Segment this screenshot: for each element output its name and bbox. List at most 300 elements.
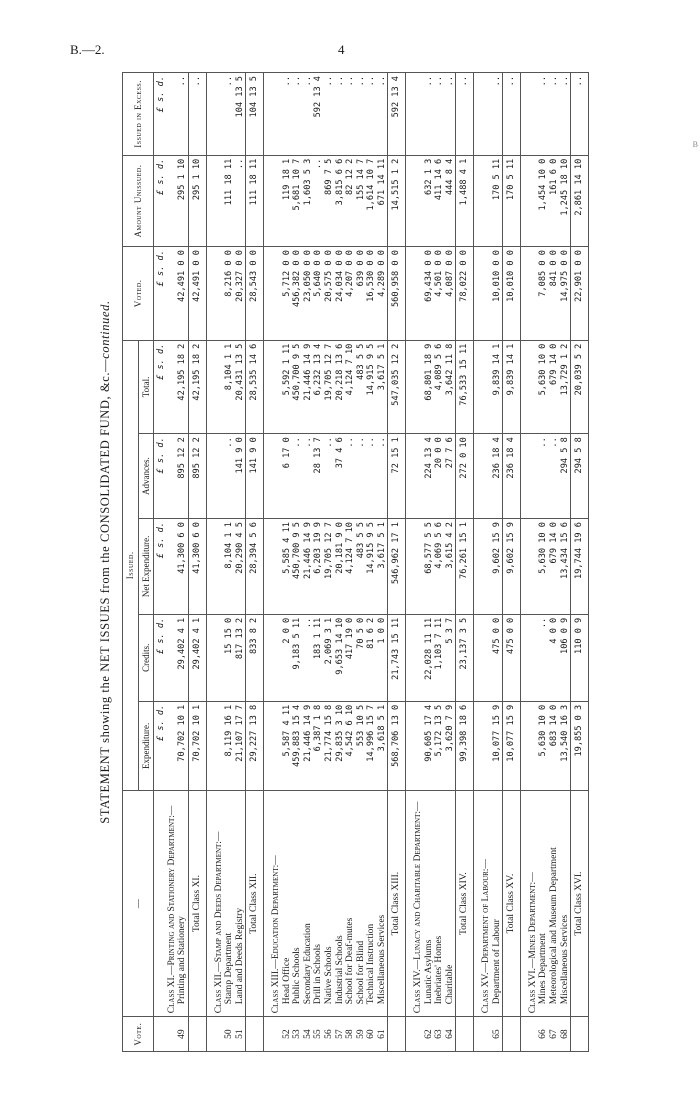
item-label: Meteorological and Museum Department bbox=[549, 790, 560, 1016]
amount-cell bbox=[413, 247, 424, 341]
amount-cell: 8,104 1 1 bbox=[224, 519, 235, 615]
spacer-cell bbox=[406, 790, 414, 1016]
amount-cell: .. bbox=[377, 73, 388, 156]
amount-cell: 161 6 0 bbox=[549, 155, 560, 246]
amount-cell: .. bbox=[282, 73, 293, 156]
table-row bbox=[177, 73, 188, 1052]
amount-cell: 9,653 14 10 bbox=[335, 614, 346, 701]
amount-cell: 1,603 5 3 bbox=[303, 155, 314, 246]
amount-cell: 21,774 15 8 bbox=[324, 701, 335, 790]
amount-cell: 23,050 0 0 bbox=[303, 247, 314, 341]
amount-cell: 41,300 6 0 bbox=[188, 519, 206, 615]
spacer-cell bbox=[206, 1017, 214, 1052]
spacer-cell bbox=[520, 247, 528, 341]
vote-number bbox=[503, 1017, 521, 1052]
units-cell: £ s. d. bbox=[154, 701, 167, 790]
spacer-cell bbox=[406, 340, 414, 434]
amount-cell: 81 6 2 bbox=[366, 614, 377, 701]
spacer-row bbox=[474, 73, 482, 1052]
amount-cell: 3,642 11 8 bbox=[445, 340, 456, 434]
spacer-cell bbox=[206, 247, 214, 341]
class-heading: Class XI.—Printing and Stationery Department:— bbox=[167, 790, 178, 1016]
amount-cell: 833 8 2 bbox=[246, 614, 264, 701]
amount-cell: 22,901 0 0 bbox=[571, 247, 589, 341]
amount-cell: 72 15 1 bbox=[388, 434, 406, 519]
units-row bbox=[154, 73, 167, 1052]
col-advances: Advances. bbox=[138, 434, 154, 519]
total-row bbox=[503, 73, 521, 1052]
amount-cell: 68,801 18 9 bbox=[424, 340, 435, 434]
units-cell: £ s. d. bbox=[154, 614, 167, 701]
amount-cell: 22,028 11 11 bbox=[424, 614, 435, 701]
spacer-cell bbox=[474, 434, 482, 519]
item-label: Drill in Schools bbox=[313, 790, 324, 1016]
amount-cell: .. bbox=[356, 434, 367, 519]
amount-cell: 29,402 4 1 bbox=[188, 614, 206, 701]
vote-number: 62 bbox=[424, 1017, 435, 1052]
units-cell: £ s. d. bbox=[154, 155, 167, 246]
amount-cell: 170 5 11 bbox=[503, 155, 521, 246]
rotated-statement bbox=[98, 72, 658, 1052]
vote-number: 55 bbox=[313, 1017, 324, 1052]
vote-number: 56 bbox=[324, 1017, 335, 1052]
amount-cell: 14,515 1 2 bbox=[388, 155, 406, 246]
amount-cell: 450,700 9 5 bbox=[292, 340, 303, 434]
amount-cell: 69,434 0 0 bbox=[424, 247, 435, 341]
amount-cell: 5 3 7 bbox=[445, 614, 456, 701]
amount-cell: 28,535 14 6 bbox=[246, 340, 264, 434]
spacer-cell bbox=[474, 614, 482, 701]
amount-cell: 417 19 0 bbox=[345, 614, 356, 701]
amount-cell: 6 17 0 bbox=[282, 434, 293, 519]
amount-cell: .. bbox=[345, 73, 356, 156]
vote-number bbox=[413, 1017, 424, 1052]
amount-cell: 10,010 0 0 bbox=[492, 247, 503, 341]
col-vote: Vote. bbox=[123, 1017, 154, 1052]
amount-cell: .. bbox=[324, 434, 335, 519]
amount-cell: 24,034 0 0 bbox=[335, 247, 346, 341]
amount-cell: 23,137 3 5 bbox=[456, 614, 474, 701]
vote-number: 60 bbox=[366, 1017, 377, 1052]
amount-cell: .. bbox=[303, 614, 314, 701]
class-heading: Class XII.—Stamp and Deeds Department:— bbox=[214, 790, 225, 1016]
item-label: Land and Deeds Registry bbox=[235, 790, 246, 1016]
amount-cell bbox=[481, 155, 492, 246]
amount-cell bbox=[167, 247, 178, 341]
total-label: Total Class XVI. bbox=[571, 790, 589, 1016]
amount-cell: 5,630 10 0 bbox=[538, 519, 549, 615]
amount-cell: .. bbox=[292, 73, 303, 156]
amount-cell: .. bbox=[424, 73, 435, 156]
spacer-cell bbox=[263, 614, 271, 701]
amount-cell: 9,839 14 1 bbox=[492, 340, 503, 434]
amount-cell: .. bbox=[549, 73, 560, 156]
amount-cell: 3,615 4 2 bbox=[445, 519, 456, 615]
spacer-cell bbox=[406, 434, 414, 519]
amount-cell: 10,077 15 9 bbox=[503, 701, 521, 790]
table-row bbox=[345, 73, 356, 1052]
amount-cell bbox=[214, 519, 225, 615]
amount-cell: 20,181 9 0 bbox=[335, 519, 346, 615]
spacer-cell bbox=[206, 73, 214, 156]
vote-number: 51 bbox=[235, 1017, 246, 1052]
amount-cell: 4,207 0 0 bbox=[345, 247, 356, 341]
amount-cell: 141 9 0 bbox=[246, 434, 264, 519]
amount-cell bbox=[214, 155, 225, 246]
table-row bbox=[366, 73, 377, 1052]
amount-cell bbox=[167, 701, 178, 790]
units-cell: £ s. d. bbox=[154, 519, 167, 615]
class-heading-row bbox=[528, 73, 539, 1052]
amount-cell: 19,705 12 7 bbox=[324, 519, 335, 615]
amount-cell: 104 13 5 bbox=[246, 73, 264, 156]
amount-cell: 20,039 5 2 bbox=[571, 340, 589, 434]
class-heading-row bbox=[481, 73, 492, 1052]
spacer-cell bbox=[520, 73, 528, 156]
amount-cell: 110 0 9 bbox=[571, 614, 589, 701]
amount-cell: 475 0 0 bbox=[503, 614, 521, 701]
amount-cell bbox=[271, 155, 282, 246]
item-label: School for Blind bbox=[356, 790, 367, 1016]
item-label: Lunatic Asylums bbox=[424, 790, 435, 1016]
amount-cell bbox=[528, 614, 539, 701]
table-row bbox=[282, 73, 293, 1052]
amount-cell: 19,855 0 3 bbox=[571, 701, 589, 790]
header-row bbox=[123, 73, 139, 1052]
vote-number bbox=[167, 1017, 178, 1052]
amount-cell: 20,431 13 5 bbox=[235, 340, 246, 434]
amount-cell: 5,587 4 11 bbox=[282, 701, 293, 790]
amount-cell: 1,454 10 0 bbox=[538, 155, 549, 246]
edge-mark: B bbox=[692, 140, 698, 149]
table-row bbox=[377, 73, 388, 1052]
vote-number: 58 bbox=[345, 1017, 356, 1052]
amount-cell bbox=[528, 340, 539, 434]
amount-cell bbox=[271, 701, 282, 790]
amount-cell: 4,542 6 10 bbox=[345, 701, 356, 790]
amount-cell: .. bbox=[538, 73, 549, 156]
amount-cell: 3,620 7 9 bbox=[445, 701, 456, 790]
spacer-cell bbox=[263, 701, 271, 790]
amount-cell: 560,958 0 0 bbox=[388, 247, 406, 341]
vote-number bbox=[528, 1017, 539, 1052]
total-label: Total Class XIII. bbox=[388, 790, 406, 1016]
amount-cell: 13,729 1 2 bbox=[560, 340, 571, 434]
total-row bbox=[188, 73, 206, 1052]
amount-cell: 20,290 4 5 bbox=[235, 519, 246, 615]
amount-cell bbox=[481, 247, 492, 341]
amount-cell bbox=[413, 155, 424, 246]
amount-cell: .. bbox=[538, 434, 549, 519]
vote-number: 66 bbox=[538, 1017, 549, 1052]
amount-cell: 4,089 5 6 bbox=[434, 340, 445, 434]
spacer-row bbox=[406, 73, 414, 1052]
vote-number bbox=[481, 1017, 492, 1052]
amount-cell: 3,815 6 6 bbox=[335, 155, 346, 246]
amount-cell: 119 18 1 bbox=[282, 155, 293, 246]
spacer-cell bbox=[474, 340, 482, 434]
amount-cell: 295 1 10 bbox=[177, 155, 188, 246]
amount-cell: 76,533 15 11 bbox=[456, 340, 474, 434]
col-excess: Issued in Excess. bbox=[123, 73, 154, 156]
amount-cell bbox=[271, 614, 282, 701]
spacer-cell bbox=[406, 1017, 414, 1052]
amount-cell: 155 14 7 bbox=[356, 155, 367, 246]
amount-cell: 27 7 6 bbox=[445, 434, 456, 519]
amount-cell: 41,300 6 0 bbox=[177, 519, 188, 615]
col-issued: Issued. bbox=[123, 340, 139, 790]
amount-cell: 5,592 1 11 bbox=[282, 340, 293, 434]
spacer-cell bbox=[206, 701, 214, 790]
amount-cell: 21,107 17 7 bbox=[235, 701, 246, 790]
amount-cell: 5,630 10 0 bbox=[538, 340, 549, 434]
amount-cell bbox=[481, 519, 492, 615]
amount-cell: 183 1 11 bbox=[313, 614, 324, 701]
spacer-cell bbox=[474, 701, 482, 790]
amount-cell: 8,119 16 1 bbox=[224, 701, 235, 790]
amount-cell: 111 18 11 bbox=[246, 155, 264, 246]
amount-cell: 8,216 0 0 bbox=[224, 247, 235, 341]
vote-number: 61 bbox=[377, 1017, 388, 1052]
amount-cell: 29,402 4 1 bbox=[177, 614, 188, 701]
amount-cell: 411 14 6 bbox=[434, 155, 445, 246]
amount-cell: 5,681 10 7 bbox=[292, 155, 303, 246]
amount-cell: 28,543 0 0 bbox=[246, 247, 264, 341]
amount-cell: 104 13 5 bbox=[235, 73, 246, 156]
amount-cell: 15 15 0 bbox=[224, 614, 235, 701]
spacer-row bbox=[206, 73, 214, 1052]
item-label: Technical Instruction bbox=[366, 790, 377, 1016]
amount-cell: 111 18 11 bbox=[224, 155, 235, 246]
amount-cell: .. bbox=[324, 73, 335, 156]
total-row bbox=[571, 73, 589, 1052]
amount-cell: 895 12 2 bbox=[188, 434, 206, 519]
amount-cell bbox=[413, 434, 424, 519]
spacer-cell bbox=[520, 701, 528, 790]
amount-cell: 10,010 0 0 bbox=[503, 247, 521, 341]
item-label: School for Deaf-mutes bbox=[345, 790, 356, 1016]
spacer-cell bbox=[520, 1017, 528, 1052]
amount-cell bbox=[214, 434, 225, 519]
table-row bbox=[303, 73, 314, 1052]
spacer-cell bbox=[263, 790, 271, 1016]
amount-cell: .. bbox=[224, 434, 235, 519]
item-label: Mines Department bbox=[538, 790, 549, 1016]
amount-cell: 90,605 17 4 bbox=[424, 701, 435, 790]
class-heading: Class XIII.—Education Department:— bbox=[271, 790, 282, 1016]
table-row bbox=[356, 73, 367, 1052]
table-row bbox=[235, 73, 246, 1052]
amount-cell: .. bbox=[303, 73, 314, 156]
col-voted: Voted. bbox=[123, 247, 154, 341]
spacer-cell bbox=[263, 155, 271, 246]
amount-cell: .. bbox=[356, 73, 367, 156]
amount-cell: 21,743 15 11 bbox=[388, 614, 406, 701]
amount-cell bbox=[481, 701, 492, 790]
amount-cell: 21,446 14 9 bbox=[303, 340, 314, 434]
amount-cell: 4 0 0 bbox=[549, 614, 560, 701]
amount-cell bbox=[167, 340, 178, 434]
amount-cell: 2 0 0 bbox=[282, 614, 293, 701]
class-heading: Class XIV.—Lunacy and Charitable Department:— bbox=[413, 790, 424, 1016]
amount-cell bbox=[271, 340, 282, 434]
amount-cell: 295 1 10 bbox=[188, 155, 206, 246]
spacer-cell bbox=[263, 434, 271, 519]
spacer-cell bbox=[406, 614, 414, 701]
amount-cell: 841 0 0 bbox=[549, 247, 560, 341]
class-heading-row bbox=[271, 73, 282, 1052]
table-row bbox=[424, 73, 435, 1052]
class-heading-row bbox=[167, 73, 178, 1052]
amount-cell bbox=[214, 73, 225, 156]
spacer-cell bbox=[474, 73, 482, 156]
amount-cell bbox=[271, 73, 282, 156]
amount-cell: 5,712 0 0 bbox=[282, 247, 293, 341]
amount-cell: 546,962 17 1 bbox=[388, 519, 406, 615]
amount-cell: .. bbox=[538, 614, 549, 701]
amount-cell: 14,915 9 5 bbox=[366, 519, 377, 615]
spacer-cell bbox=[520, 155, 528, 246]
table-row bbox=[492, 73, 503, 1052]
amount-cell: 42,195 18 2 bbox=[188, 340, 206, 434]
spacer-cell bbox=[263, 519, 271, 615]
col-description: — bbox=[123, 790, 154, 1016]
total-row bbox=[456, 73, 474, 1052]
statement-title bbox=[98, 72, 113, 1052]
item-label: Miscellaneous Services bbox=[560, 790, 571, 1016]
amount-cell: 6,387 1 8 bbox=[313, 701, 324, 790]
spacer-cell bbox=[406, 73, 414, 156]
amount-cell: 3,617 5 1 bbox=[377, 519, 388, 615]
amount-cell bbox=[528, 519, 539, 615]
table-row bbox=[224, 73, 235, 1052]
amount-cell: 14,975 0 0 bbox=[560, 247, 571, 341]
spacer-cell bbox=[474, 1017, 482, 1052]
amount-cell: .. bbox=[377, 434, 388, 519]
amount-cell: 632 1 3 bbox=[424, 155, 435, 246]
item-label: Miscellaneous Services bbox=[377, 790, 388, 1016]
spacer-cell bbox=[406, 247, 414, 341]
item-label: Stamp Department bbox=[224, 790, 235, 1016]
vote-number bbox=[271, 1017, 282, 1052]
amount-cell: .. bbox=[292, 434, 303, 519]
total-label: Total Class XII. bbox=[246, 790, 264, 1016]
amount-cell: 70,702 10 1 bbox=[177, 701, 188, 790]
amount-cell: 6,203 19 9 bbox=[313, 519, 324, 615]
table-row bbox=[560, 73, 571, 1052]
amount-cell: 895 12 2 bbox=[177, 434, 188, 519]
vote-number: 68 bbox=[560, 1017, 571, 1052]
table-row bbox=[335, 73, 346, 1052]
item-label: Charitable bbox=[445, 790, 456, 1016]
units-cell: £ s. d. bbox=[154, 434, 167, 519]
spacer-cell bbox=[206, 340, 214, 434]
amount-cell: .. bbox=[492, 73, 503, 156]
amount-cell: 42,195 18 2 bbox=[177, 340, 188, 434]
amount-cell: 20,218 13 6 bbox=[335, 340, 346, 434]
amount-cell: 21,446 14 9 bbox=[303, 701, 314, 790]
class-heading-row bbox=[214, 73, 225, 1052]
item-label: Native Schools bbox=[324, 790, 335, 1016]
amount-cell bbox=[214, 614, 225, 701]
col-total: Total. bbox=[138, 340, 154, 434]
spacer-cell bbox=[206, 614, 214, 701]
amount-cell: 4,124 7 10 bbox=[345, 519, 356, 615]
amount-cell bbox=[528, 155, 539, 246]
amount-cell bbox=[481, 434, 492, 519]
vote-number bbox=[388, 1017, 406, 1052]
amount-cell: 16,530 0 0 bbox=[366, 247, 377, 341]
amount-cell bbox=[214, 247, 225, 341]
amount-cell: .. bbox=[456, 73, 474, 156]
amount-cell: 42,491 0 0 bbox=[177, 247, 188, 341]
amount-cell: .. bbox=[235, 155, 246, 246]
amount-cell bbox=[167, 155, 178, 246]
amount-cell: 1 0 0 bbox=[377, 614, 388, 701]
amount-cell bbox=[413, 340, 424, 434]
amount-cell: 68,577 5 5 bbox=[424, 519, 435, 615]
amount-cell: 28 13 7 bbox=[313, 434, 324, 519]
amount-cell: .. bbox=[313, 155, 324, 246]
amount-cell: .. bbox=[445, 73, 456, 156]
vote-number bbox=[456, 1017, 474, 1052]
amount-cell: 294 5 8 bbox=[560, 434, 571, 519]
class-heading: Class XVI.—Mines Department:— bbox=[528, 790, 539, 1016]
amount-cell: 4,124 7 10 bbox=[345, 340, 356, 434]
col-credits: Credits. bbox=[138, 614, 154, 701]
table-row bbox=[445, 73, 456, 1052]
amount-cell: 3,618 5 1 bbox=[377, 701, 388, 790]
amount-cell: 483 5 5 bbox=[356, 340, 367, 434]
vote-number: 63 bbox=[434, 1017, 445, 1052]
amount-cell: 568,706 13 0 bbox=[388, 701, 406, 790]
amount-cell bbox=[481, 340, 492, 434]
class-heading-row bbox=[413, 73, 424, 1052]
spacer-cell bbox=[474, 247, 482, 341]
amount-cell: 869 7 5 bbox=[324, 155, 335, 246]
amount-cell: 592 13 4 bbox=[388, 73, 406, 156]
amount-cell: 7,085 0 0 bbox=[538, 247, 549, 341]
statement-body bbox=[154, 73, 589, 1052]
amount-cell: 294 5 8 bbox=[571, 434, 589, 519]
spacer-cell bbox=[263, 340, 271, 434]
spacer-cell bbox=[263, 247, 271, 341]
spacer-cell bbox=[406, 155, 414, 246]
units-cell: £ s. d. bbox=[154, 247, 167, 341]
vote-number bbox=[246, 1017, 264, 1052]
amount-cell: 13,434 15 6 bbox=[560, 519, 571, 615]
amount-cell bbox=[271, 247, 282, 341]
amount-cell bbox=[214, 340, 225, 434]
amount-cell: 19,744 19 6 bbox=[571, 519, 589, 615]
amount-cell: 13,540 16 3 bbox=[560, 701, 571, 790]
spacer-row bbox=[263, 73, 271, 1052]
amount-cell: .. bbox=[345, 434, 356, 519]
item-label: Inebriates' Homes bbox=[434, 790, 445, 1016]
amount-cell: 592 13 4 bbox=[313, 73, 324, 156]
amount-cell: 671 14 11 bbox=[377, 155, 388, 246]
spacer-cell bbox=[263, 73, 271, 156]
vote-number: 57 bbox=[335, 1017, 346, 1052]
amount-cell: 70 5 0 bbox=[356, 614, 367, 701]
amount-cell: 28,394 5 6 bbox=[246, 519, 264, 615]
col-net-expenditure: Net Expenditure. bbox=[138, 519, 154, 615]
amount-cell: 20 0 0 bbox=[434, 434, 445, 519]
amount-cell: 1,103 7 11 bbox=[434, 614, 445, 701]
table-row bbox=[549, 73, 560, 1052]
amount-cell: 20,327 0 0 bbox=[235, 247, 246, 341]
vote-number: 53 bbox=[292, 1017, 303, 1052]
